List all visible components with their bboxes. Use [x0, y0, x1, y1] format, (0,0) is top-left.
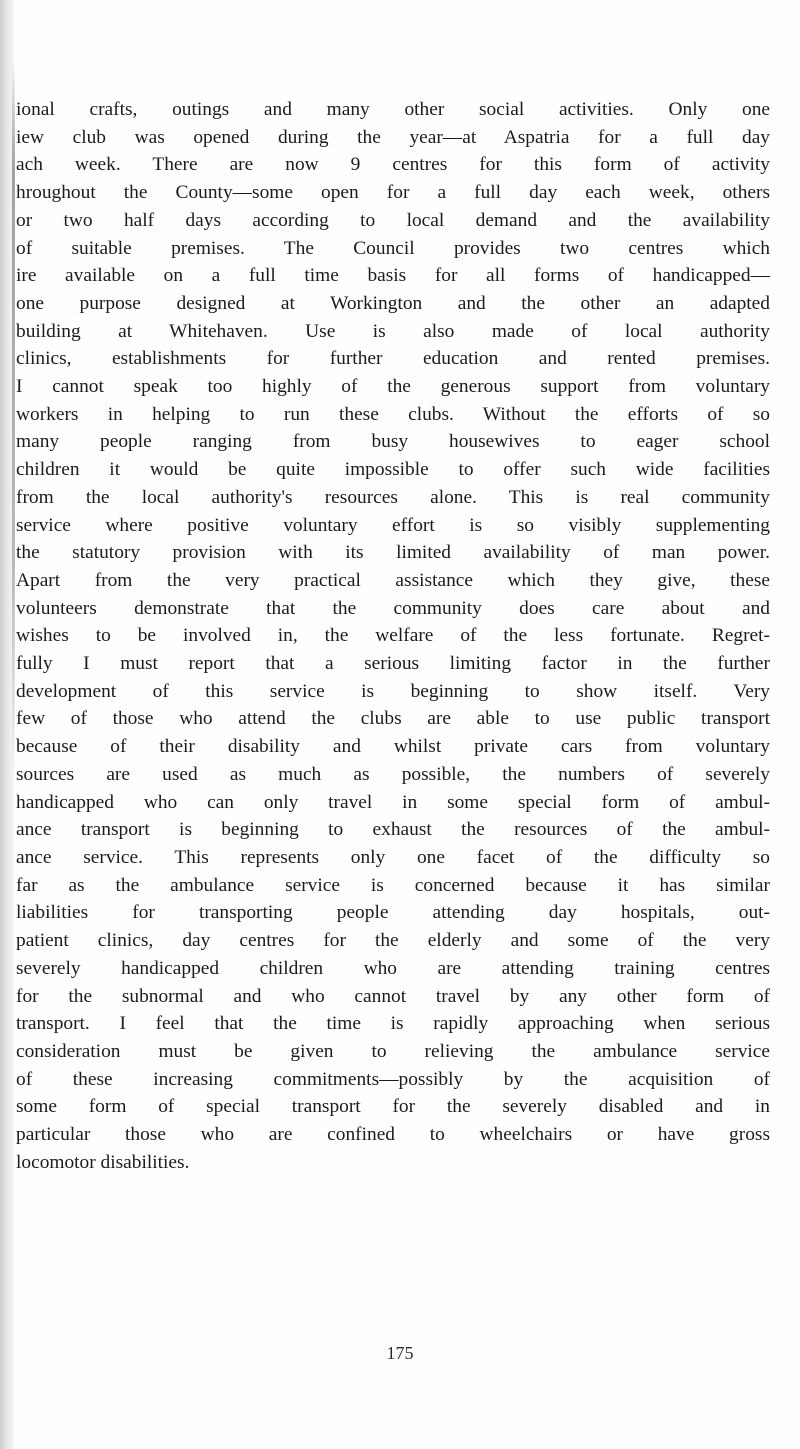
text-line: some form of special transport for the severely disabled and in — [16, 1096, 770, 1118]
text-line: Apart from the very practical assistance which they give, these — [16, 569, 770, 591]
page-number: 175 — [386, 1343, 414, 1363]
text-line: locomotor disabilities. — [16, 1151, 190, 1173]
text-line: hroughout the County—some open for a full day each week, others — [16, 182, 770, 204]
text-line: ire available on a full time basis for all forms of handicapped— — [16, 265, 770, 287]
text-line: service where positive voluntary effort is so visibly supplementing — [16, 514, 770, 536]
text-line: I cannot speak too highly of the generous support from voluntary — [16, 376, 770, 398]
text-line: building at Whitehaven. Use is also made of local authority — [16, 320, 770, 342]
text-line: volunteers demonstrate that the community does care about and — [16, 597, 770, 619]
text-line: many people ranging from busy housewives to eager school — [16, 431, 770, 453]
text-line: handicapped who can only travel in some special form of ambul- — [16, 791, 770, 813]
text-line: ance service. This represents only one facet of the difficulty so — [16, 846, 770, 868]
text-line: ional crafts, outings and many other social activities. Only one — [16, 99, 770, 120]
text-line: from the local authority's resources alone. This is real community — [16, 486, 770, 508]
text-line: ach week. There are now 9 centres for this form of activity — [16, 154, 770, 176]
text-line: sources are used as much as possible, the numbers of severely — [16, 763, 770, 785]
text-line: one purpose designed at Workington and the other an adapted — [16, 292, 770, 314]
text-line: because of their disability and whilst private cars from voluntary — [16, 736, 770, 758]
text-line: transport. I feel that the time is rapidly approaching when serious — [16, 1013, 770, 1035]
text-line: the statutory provision with its limited availability of man power. — [16, 542, 770, 564]
text-line: development of this service is beginning to show itself. Very — [16, 680, 770, 702]
text-line: of suitable premises. The Council provides two centres which — [16, 237, 770, 259]
text-line: ance transport is beginning to exhaust the resources of the ambul- — [16, 819, 770, 841]
text-line: children it would be quite impossible to offer such wide facilities — [16, 459, 770, 481]
text-line: liabilities for transporting people attending day hospitals, out- — [16, 902, 770, 924]
binding-shadow — [12, 60, 15, 780]
text-line: particular those who are confined to wheelchairs or have gross — [16, 1124, 770, 1146]
body-paragraph — [16, 96, 770, 1176]
text-line: far as the ambulance service is concerned because it has similar — [16, 874, 770, 896]
text-line: wishes to be involved in, the welfare of the less fortunate. Regret- — [16, 625, 770, 647]
text-line: patient clinics, day centres for the elderly and some of the very — [16, 930, 770, 952]
text-line: fully I must report that a serious limiting factor in the further — [16, 653, 770, 675]
text-line: consideration must be given to relieving the ambulance service — [16, 1040, 770, 1062]
text-line: for the subnormal and who cannot travel by any other form of — [16, 985, 770, 1007]
text-line: of these increasing commitments—possibly by the acquisition of — [16, 1068, 770, 1090]
text-line: workers in helping to run these clubs. Without the efforts of so — [16, 403, 770, 425]
text-line: iew club was opened during the year—at Aspatria for a full day — [16, 126, 770, 148]
text-line: severely handicapped children who are attending training centres — [16, 957, 770, 979]
text-line: or two half days according to local demand and the availability — [16, 209, 770, 231]
text-line: few of those who attend the clubs are able to use public transport — [16, 708, 770, 730]
text-line: clinics, establishments for further education and rented premises. — [16, 348, 770, 370]
